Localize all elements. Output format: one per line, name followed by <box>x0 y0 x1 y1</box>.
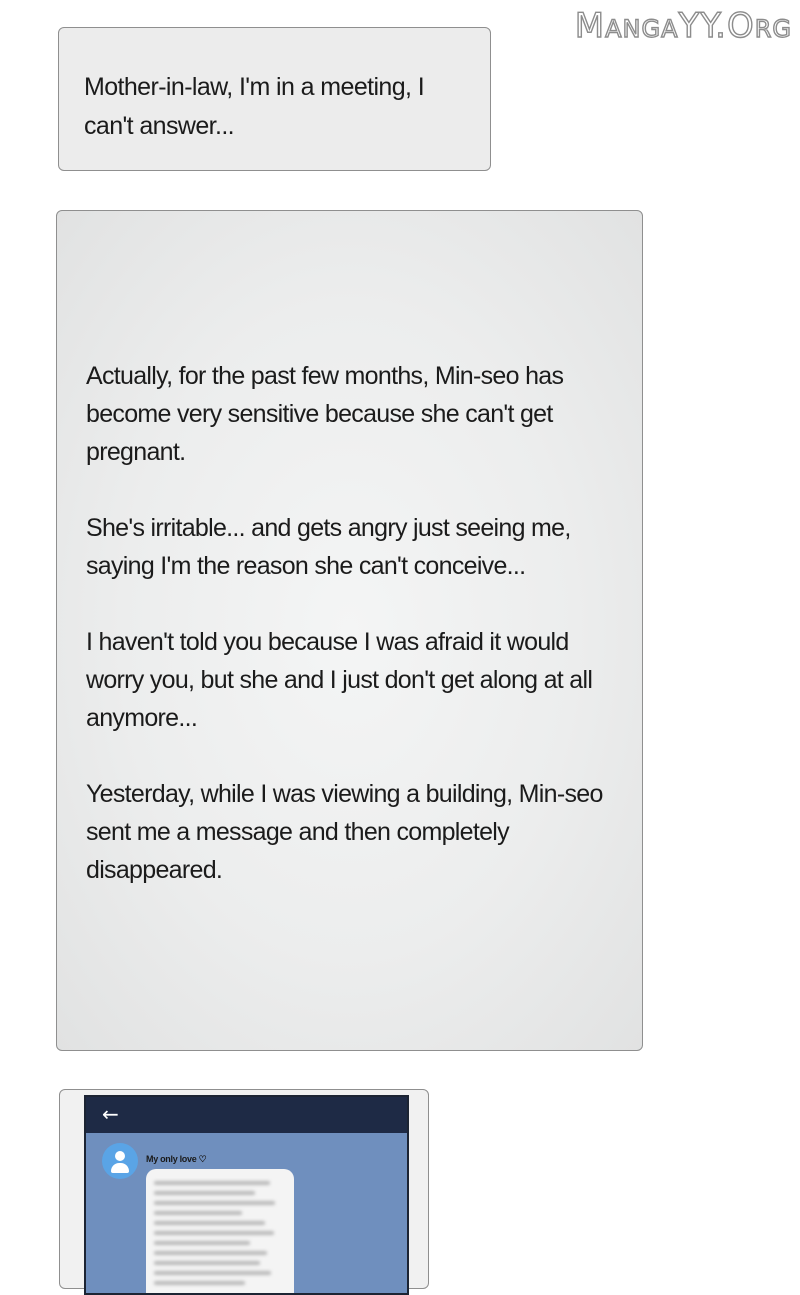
user-avatar-icon[interactable] <box>102 1143 138 1179</box>
arrow-left-icon[interactable]: ← <box>102 1102 119 1126</box>
bubble-paragraph: Actually, for the past few months, Min-seo has become very sensitive because she can't get pregnant. <box>86 362 564 466</box>
speech-bubble-meeting <box>58 27 491 171</box>
contact-name: My only love ♡ <box>146 1154 207 1164</box>
chat-top-bar <box>86 1097 407 1133</box>
blurred-message-bubble <box>146 1169 294 1295</box>
bubble-paragraph: She's irritable... and gets angry just seeing me, saying I'm the reason she can't conceive... <box>86 514 571 580</box>
bubble-paragraph: Yesterday, while I was viewing a building, Min-seo sent me a message and then completely disappeared. <box>86 780 603 884</box>
bubble-paragraph: I haven't told you because I was afraid it would worry you, but she and I just don't get along at all anymore... <box>86 628 593 732</box>
phone-panel <box>59 1089 429 1289</box>
phone-chat-screen <box>84 1095 409 1295</box>
speech-bubble-explanation <box>56 210 643 1051</box>
bubble-text: Mother-in-law, I'm in a meeting, I can't answer... <box>84 73 425 140</box>
site-watermark: MangaYY.Org <box>574 6 792 46</box>
blurred-message-text <box>154 1181 280 1291</box>
